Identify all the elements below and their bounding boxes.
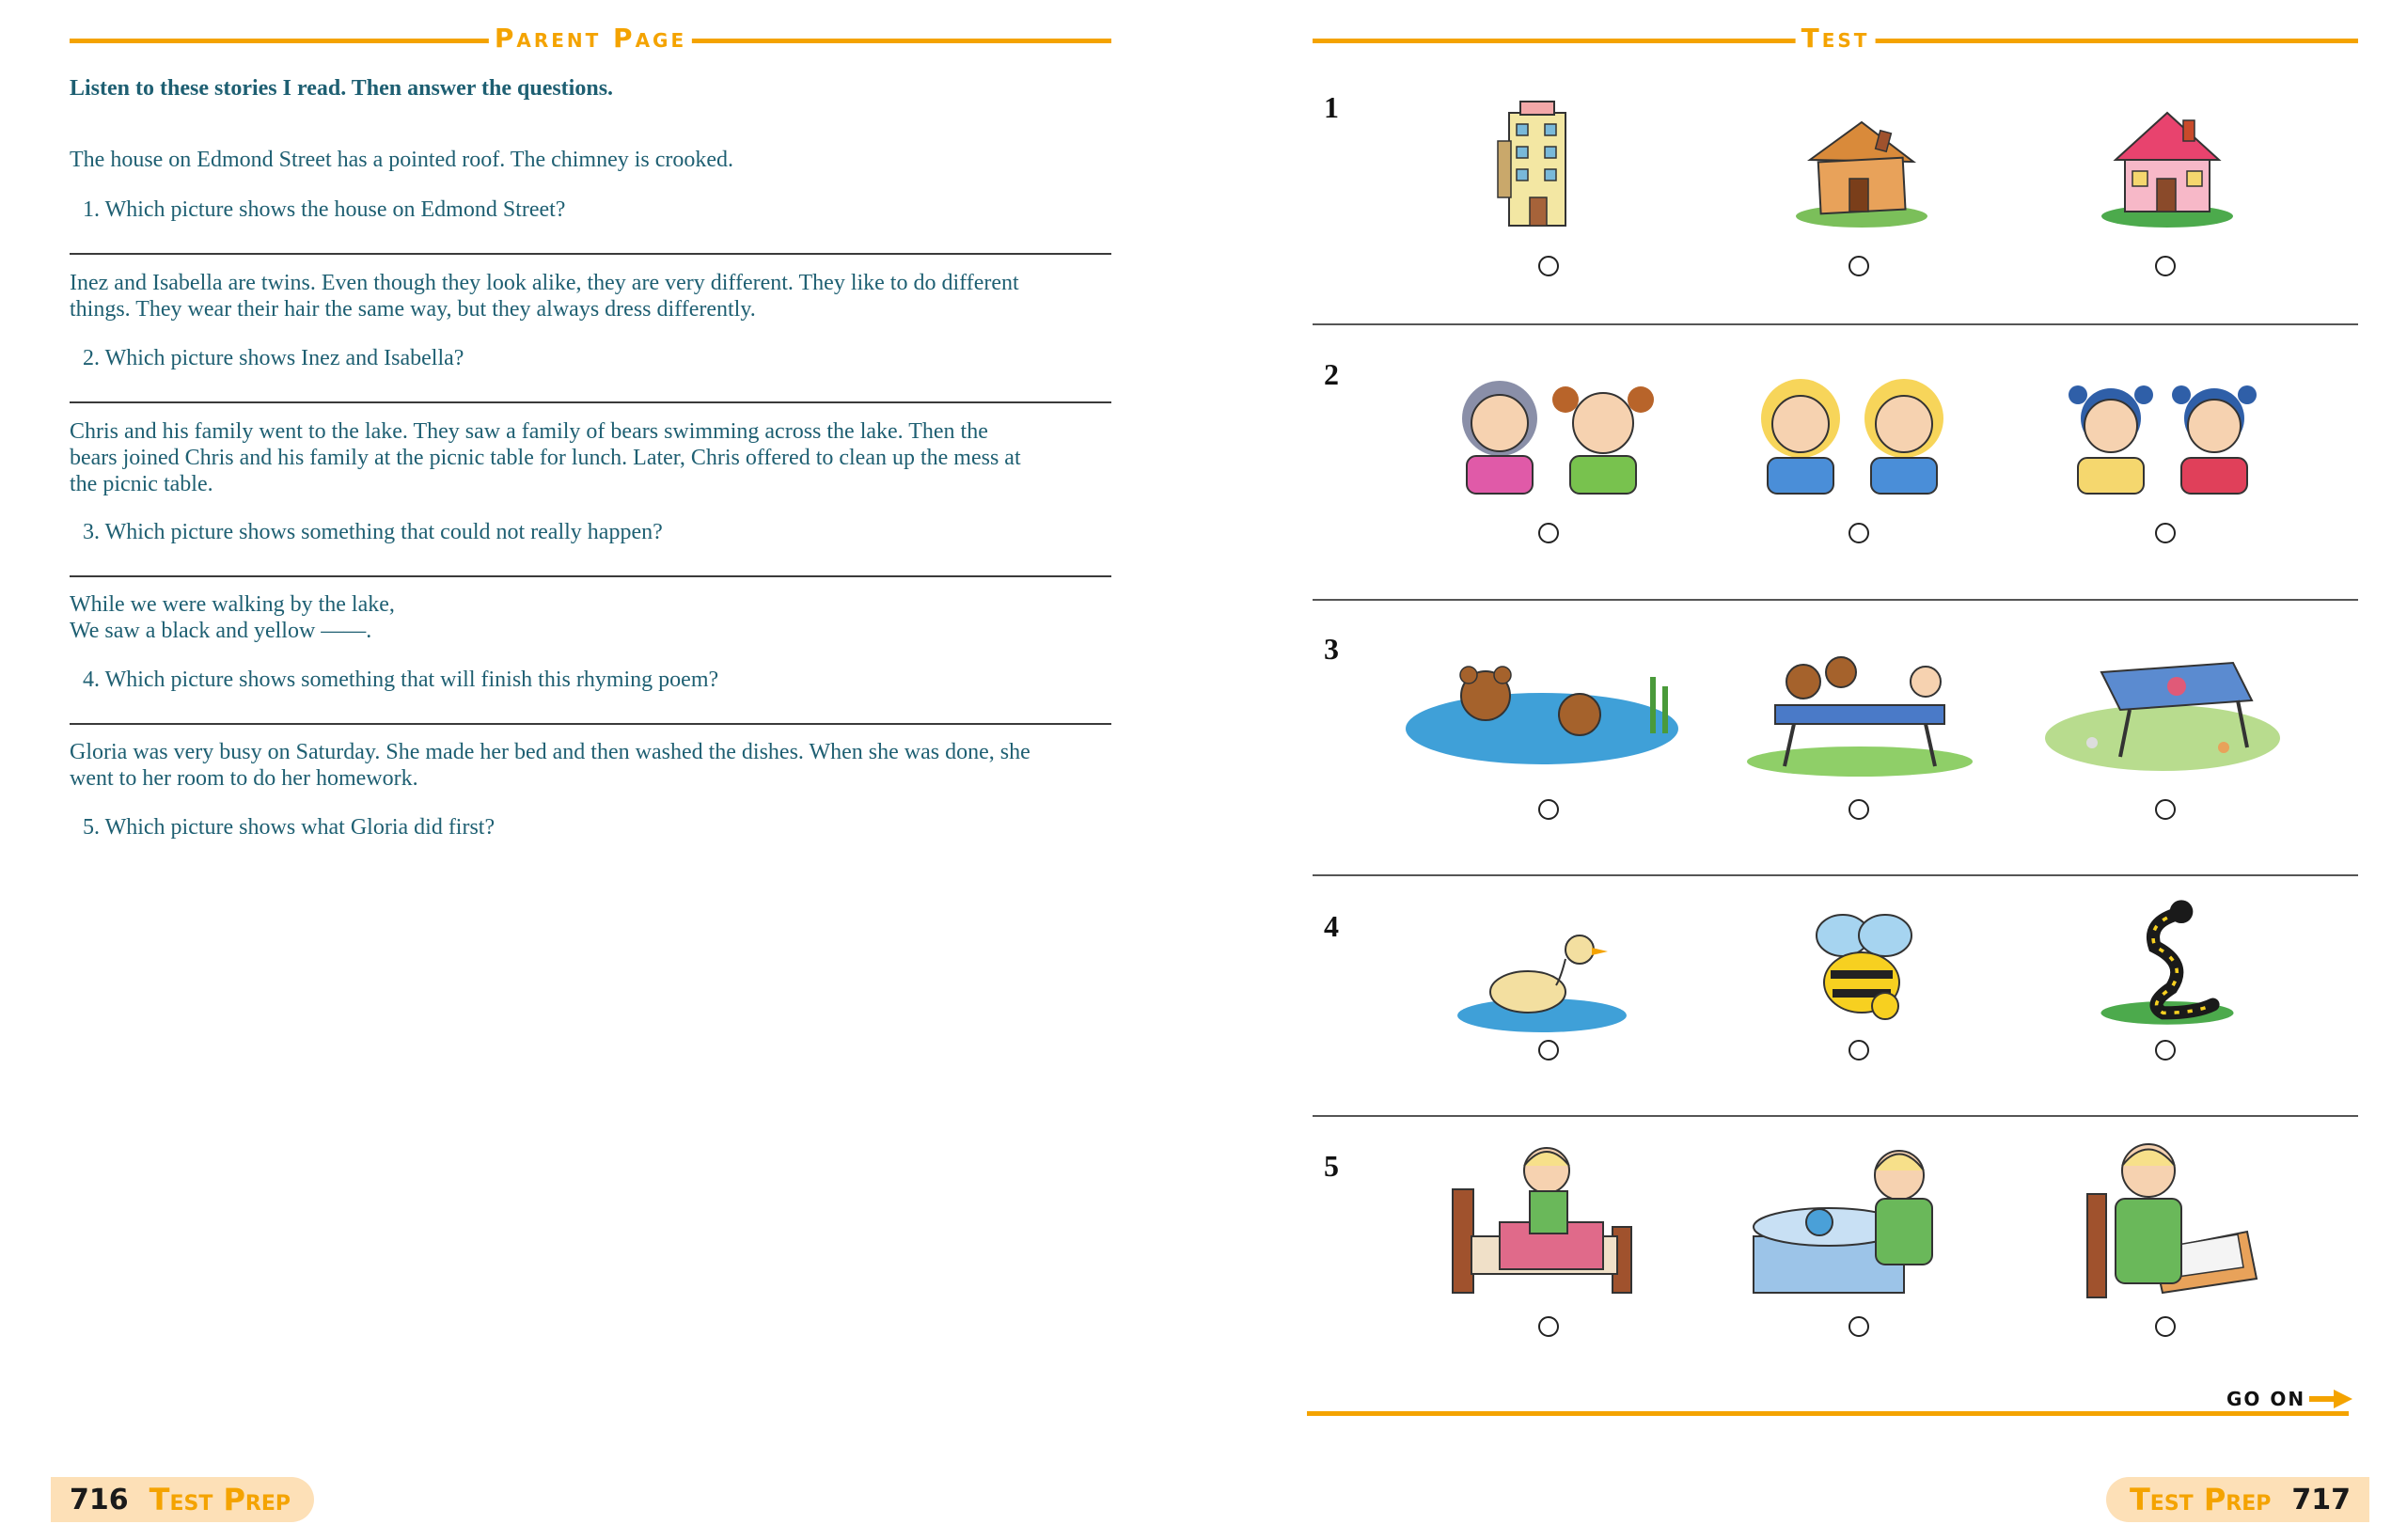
question-4-text: 4. Which picture shows something that will finish this rhyming poem?: [83, 668, 719, 692]
question-number: 4: [1324, 909, 1339, 943]
twin-girls-pigtails-picture: [2050, 362, 2275, 503]
page-number: 717: [2291, 1483, 2351, 1516]
question-2-text: 2. Which picture shows Inez and Isabella?: [83, 346, 464, 370]
answer-bubble-5c[interactable]: [2155, 1316, 2176, 1337]
crooked-cottage-picture: [1772, 94, 1951, 235]
story-5: [70, 739, 1111, 792]
story-line: went to her room to do her homework.: [70, 766, 418, 791]
page-number: 716: [70, 1483, 129, 1516]
answer-bubble-4b[interactable]: [1849, 1040, 1869, 1061]
divider: [70, 401, 1111, 403]
question-5-text: 5. Which picture shows what Gloria did first?: [83, 815, 496, 840]
story-line: the picnic table.: [70, 472, 213, 496]
story-line: Chris and his family went to the lake. They saw a family of bears swimming across the lake. Then the: [70, 419, 988, 444]
answer-bubble-3a[interactable]: [1538, 799, 1559, 820]
answer-bubble-1c[interactable]: [2155, 256, 2176, 276]
parent-page-header: [70, 23, 1111, 54]
story-3: [70, 418, 1111, 497]
bears-swimming-picture: [1401, 639, 1692, 780]
divider: [70, 575, 1111, 577]
arrow-right-icon: [2309, 1390, 2352, 1408]
go-on-label: GO ON: [2226, 1388, 2306, 1410]
divider: [1313, 1115, 2358, 1117]
question-number: 5: [1324, 1149, 1339, 1183]
tall-apartment-building-picture: [1462, 94, 1641, 235]
divider: [70, 723, 1111, 725]
story-line: The house on Edmond Street has a pointed roof. The chimney is crooked.: [70, 148, 734, 172]
bears-at-picnic-table-picture: [1738, 639, 1982, 780]
divider: [1313, 874, 2358, 876]
girl-washing-dishes-picture: [1735, 1133, 1989, 1302]
story-4: [70, 591, 1111, 644]
test-page-title: Test: [1796, 23, 1876, 54]
girl-making-bed-picture: [1443, 1133, 1669, 1302]
question-1-text: 1. Which picture shows the house on Edmond Street?: [83, 197, 566, 222]
story-line: Inez and Isabella are twins. Even though they look alike, they are very different. They like to do different: [70, 271, 1019, 295]
footer-tab-left: [51, 1477, 314, 1522]
snake-picture: [2078, 888, 2257, 1029]
answer-bubble-2b[interactable]: [1849, 523, 1869, 543]
answer-bubble-4a[interactable]: [1538, 1040, 1559, 1061]
instructions: Listen to these stories I read. Then answer the questions.: [70, 76, 614, 101]
bee-picture: [1772, 903, 1951, 1044]
answer-bubble-4c[interactable]: [2155, 1040, 2176, 1061]
answer-bubble-2a[interactable]: [1538, 523, 1559, 543]
footer-label: Test Prep: [149, 1482, 291, 1517]
go-on-indicator: [2226, 1388, 2352, 1410]
question-3-text: 3. Which picture shows something that could not really happen?: [83, 520, 663, 544]
parent-page-title: Parent Page: [489, 23, 692, 54]
pink-house-picture: [2078, 94, 2257, 235]
question-number: 2: [1324, 357, 1339, 391]
messy-picnic-table-picture: [2036, 635, 2289, 776]
answer-bubble-5a[interactable]: [1538, 1316, 1559, 1337]
answer-bubble-3c[interactable]: [2155, 799, 2176, 820]
answer-bubble-1b[interactable]: [1849, 256, 1869, 276]
story-1: [70, 147, 1111, 173]
divider: [1313, 599, 2358, 601]
question-number: 3: [1324, 632, 1339, 666]
footer-label: Test Prep: [2129, 1482, 2272, 1517]
answer-bubble-2c[interactable]: [2155, 523, 2176, 543]
footer-rule: [1307, 1411, 2349, 1416]
footer-tab-right: [2106, 1477, 2369, 1522]
story-line: things. They wear their hair the same way, but they always dress differently.: [70, 297, 756, 322]
twin-girls-blonde-picture: [1739, 362, 1965, 503]
question-number: 1: [1324, 90, 1339, 124]
duck-picture: [1453, 903, 1631, 1044]
story-line: While we were walking by the lake,: [70, 592, 395, 617]
story-line: bears joined Chris and his family at the picnic table for lunch. Later, Chris offered to clean up the mess at: [70, 446, 1021, 470]
girl-doing-homework-picture: [2069, 1128, 2275, 1307]
divider: [70, 253, 1111, 255]
story-line: We saw a black and yellow ——.: [70, 619, 372, 643]
answer-bubble-5b[interactable]: [1849, 1316, 1869, 1337]
story-2: [70, 270, 1111, 322]
answer-bubble-1a[interactable]: [1538, 256, 1559, 276]
story-line: Gloria was very busy on Saturday. She made her bed and then washed the dishes. When she was done, she: [70, 740, 1030, 764]
answer-bubble-3b[interactable]: [1849, 799, 1869, 820]
test-page-header: [1313, 23, 2358, 54]
divider: [1313, 323, 2358, 325]
two-different-girls-picture: [1439, 362, 1664, 503]
